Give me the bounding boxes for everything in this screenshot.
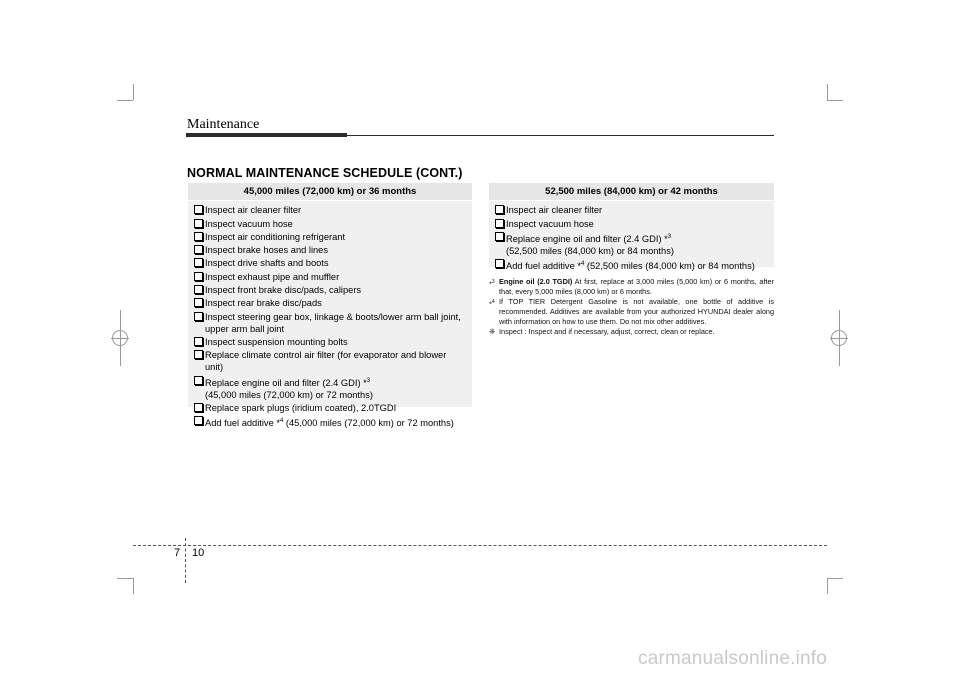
- checkbox-icon: [495, 205, 504, 214]
- page-heading: NORMAL MAINTENANCE SCHEDULE (CONT.): [187, 166, 463, 180]
- section-title: Maintenance: [187, 117, 260, 132]
- checklist-item: [188, 204, 472, 216]
- item-text-continued: (45,000 miles (72,000 km) or 72 months): [205, 389, 373, 400]
- crop-mark: [117, 578, 133, 579]
- checkbox-icon: [194, 205, 203, 214]
- checklist-item: [188, 402, 472, 414]
- item-text: Inspect drive shafts and boots: [205, 258, 329, 269]
- checklist-item: [188, 218, 472, 230]
- checklist-item: [489, 231, 774, 257]
- footer-divider: [185, 538, 186, 583]
- page-number: 10: [192, 547, 205, 559]
- crop-mark: [827, 578, 828, 594]
- footnote-3: [489, 277, 774, 297]
- checklist-item: [188, 375, 472, 401]
- chapter-number: 7: [174, 547, 181, 559]
- schedule-panel-45000: [188, 183, 472, 429]
- checkbox-icon: [194, 285, 203, 294]
- footnote-text: At first, replace at 3,000 miles (5,000 km) or 6 months, after that, every 5,000 miles (8,000 km) or 6 months.: [499, 277, 774, 296]
- item-text: Add fuel additive *: [205, 418, 280, 429]
- item-text: Inspect vacuum hose: [506, 218, 594, 229]
- crop-mark: [133, 578, 134, 594]
- item-text: Inspect air conditioning refrigerant: [205, 231, 346, 242]
- checkbox-icon: [194, 272, 203, 281]
- checklist-item: [188, 336, 472, 348]
- watermark: carmanualsonline.info: [638, 648, 828, 669]
- item-text: Replace climate control air filter (for evaporator and blower unit): [205, 350, 447, 373]
- footnote-marker: *$^3$: [489, 279, 495, 289]
- footnote-ref: 4: [279, 418, 284, 425]
- checkbox-icon: [194, 403, 203, 412]
- crop-mark: [133, 84, 134, 100]
- checklist-item: [188, 297, 472, 309]
- item-text: Inspect suspension mounting bolts: [205, 336, 348, 347]
- registration-circle: [112, 330, 128, 346]
- crop-mark: [117, 100, 133, 101]
- checklist-item: [188, 311, 472, 335]
- checkbox-icon: [194, 258, 203, 267]
- checklist-item: [188, 271, 472, 283]
- schedule-panel-52500: [489, 183, 774, 272]
- registration-circle: [831, 330, 847, 346]
- crop-mark: [827, 84, 828, 100]
- checklist-item: [188, 244, 472, 256]
- inspect-note-text: Inspect : Inspect and if necessary, adjust, correct, clean or replace.: [499, 327, 715, 336]
- note-symbol: ❈: [489, 327, 496, 336]
- footnote-marker: *$^4$: [489, 299, 495, 309]
- footnote-ref: 3: [366, 377, 371, 384]
- footnote-term: Engine oil (2.0 TGDI): [499, 277, 573, 286]
- checkbox-icon: [495, 219, 504, 228]
- item-text: Inspect front brake disc/pads, calipers: [205, 285, 362, 296]
- checkbox-icon: [194, 245, 203, 254]
- panel-title: 45,000 miles (72,000 km) or 36 months: [188, 183, 472, 201]
- item-text: Inspect brake hoses and lines: [205, 245, 329, 256]
- crop-mark: [827, 100, 843, 101]
- checkbox-icon: [495, 259, 504, 268]
- item-text-tail: (45,000 miles (72,000 km) or 72 months): [283, 418, 454, 429]
- item-text: Inspect air cleaner filter: [506, 205, 603, 216]
- checklist-item: [188, 415, 472, 429]
- item-text: Inspect exhaust pipe and muffler: [205, 271, 340, 282]
- checkbox-icon: [194, 416, 203, 425]
- footnote-ref: 3: [667, 233, 672, 240]
- checkbox-icon: [194, 350, 203, 359]
- item-text-continued: upper arm ball joint: [205, 323, 285, 334]
- item-text-tail: (52,500 miles (84,000 km) or 84 months): [584, 261, 755, 272]
- checklist-item: [489, 204, 774, 216]
- checklist-item: [188, 231, 472, 243]
- footnote-4: [489, 297, 774, 327]
- checklist-item: [489, 218, 774, 230]
- item-text: Replace engine oil and filter (2.4 GDI) *: [205, 377, 367, 388]
- checkbox-icon: [194, 376, 203, 385]
- checkbox-icon: [194, 219, 203, 228]
- item-text: Replace engine oil and filter (2.4 GDI) *: [506, 233, 668, 244]
- footer-rule: [133, 545, 827, 546]
- item-text: Inspect steering gear box, linkage & boots/lower arm ball joint,: [205, 311, 461, 322]
- checklist-item: [188, 257, 472, 269]
- checkbox-icon: [495, 232, 504, 241]
- checklist-item: [188, 284, 472, 296]
- checklist-item: [489, 258, 774, 272]
- crop-mark: [827, 578, 843, 579]
- item-text: Add fuel additive *: [506, 261, 581, 272]
- checkbox-icon: [194, 312, 203, 321]
- footnote-text: If TOP TIER Detergent Gasoline is not available, one bottle of additive is recommended. Additives are available from your authorized HYUNDAI dealer along with information on how to use them. Do not mix other additives.: [499, 297, 774, 326]
- item-text: Inspect rear brake disc/pads: [205, 298, 322, 309]
- panel-title: 52,500 miles (84,000 km) or 42 months: [489, 183, 774, 201]
- item-text: Replace spark plugs (iridium coated), 2.0TGDI: [205, 402, 397, 413]
- item-text-continued: (52,500 miles (84,000 km) or 84 months): [506, 245, 674, 256]
- checklist-item: [188, 349, 472, 373]
- header-rule: [186, 133, 347, 137]
- checkbox-icon: [194, 337, 203, 346]
- header-rule-thin: [347, 135, 774, 136]
- checkbox-icon: [194, 298, 203, 307]
- checkbox-icon: [194, 232, 203, 241]
- item-text: Inspect vacuum hose: [205, 218, 293, 229]
- item-text: Inspect air cleaner filter: [205, 205, 302, 216]
- inspect-note: [489, 327, 774, 337]
- footnote-ref: 4: [580, 261, 585, 268]
